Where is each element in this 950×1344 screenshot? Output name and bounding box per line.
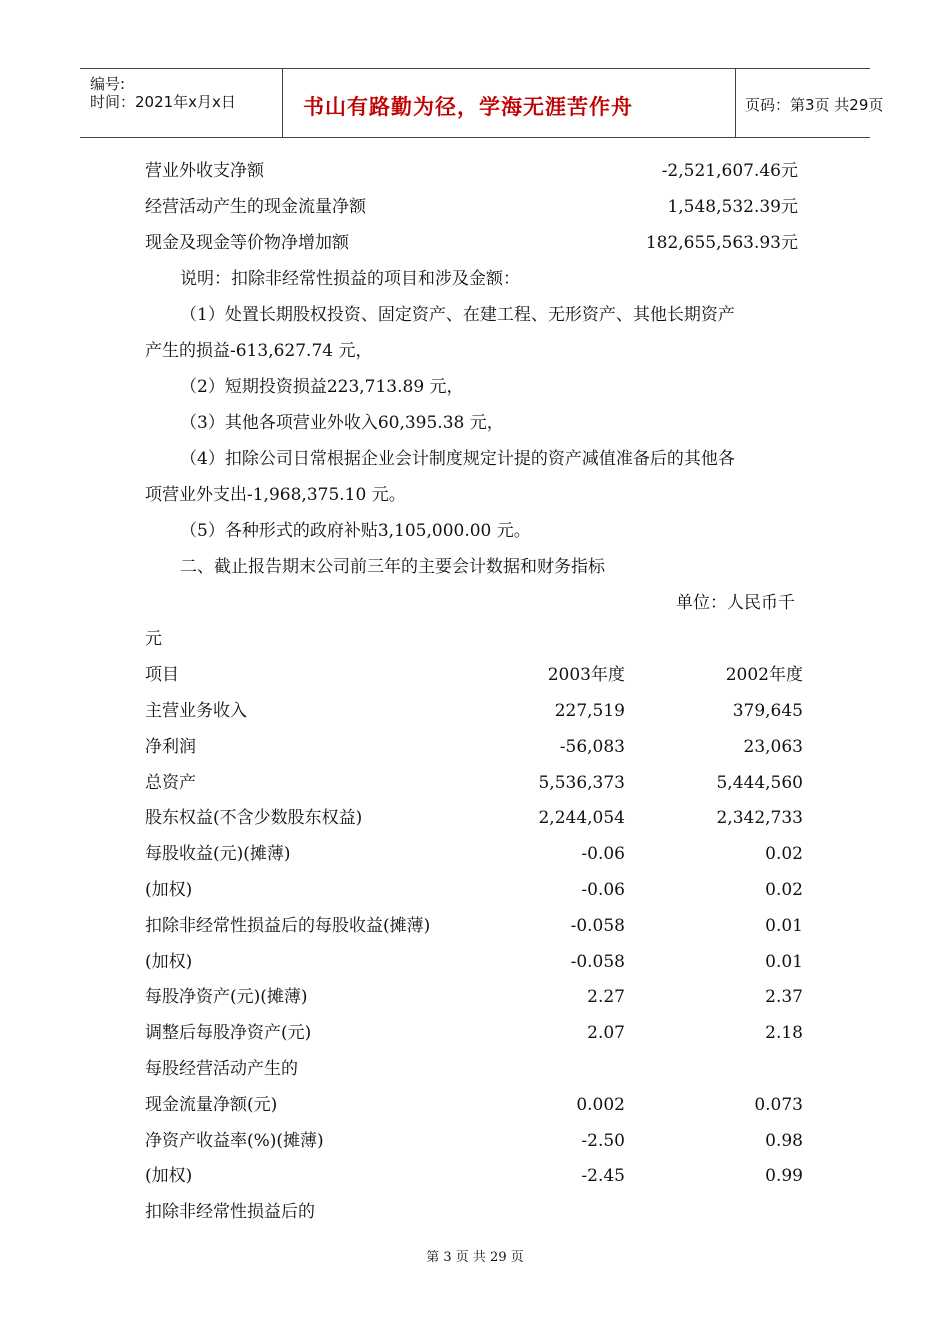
table-row-label: 每股净资产(元)(摊薄) xyxy=(145,987,308,1007)
note-item-4-line2: 项营业外支出-1,968,375.10 元。 xyxy=(145,485,406,505)
table-row-label: 股东权益(不含少数股东权益) xyxy=(145,808,363,828)
table-row-value-2002: 2,342,733 xyxy=(716,808,803,828)
item-value-nonop: -2,521,607.46元 xyxy=(661,161,798,181)
page-indicator: 页码：第3页 共29页 xyxy=(745,96,884,114)
page-header xyxy=(80,68,884,138)
note-item-1-line1: （1）处置长期股权投资、固定资产、在建工程、无形资产、其他长期资产 xyxy=(180,305,735,325)
table-row-label: 调整后每股净资产(元) xyxy=(145,1023,312,1043)
unit-label: 单位：人民币千 xyxy=(676,593,795,613)
unit-label-wrap: 元 xyxy=(145,629,162,649)
table-row-label: 现金流量净额(元) xyxy=(145,1095,278,1115)
table-row-label: 每股经营活动产生的 xyxy=(145,1059,298,1079)
table-row-label: 净利润 xyxy=(145,737,196,757)
table-row-value-2002: 0.01 xyxy=(765,952,803,972)
table-row-label: 每股收益(元)(摊薄) xyxy=(145,844,291,864)
table-row-value-2002: 23,063 xyxy=(743,737,803,757)
notes-intro: 说明：扣除非经常性损益的项目和涉及金额： xyxy=(180,269,520,289)
item-label-cashinc: 现金及现金等价物净增加额 xyxy=(145,233,349,253)
table-header-2002: 2002年度 xyxy=(725,665,803,685)
table-row-value-2002: 0.98 xyxy=(765,1131,803,1151)
table-header-item: 项目 xyxy=(145,665,179,685)
page-footer: 第 3 页 共 29 页 xyxy=(426,1250,524,1265)
table-row-value-2002: 0.02 xyxy=(765,880,803,900)
table-row-value-2002: 0.02 xyxy=(765,844,803,864)
table-header-2003: 2003年度 xyxy=(547,665,625,685)
table-row-value-2003: 2.27 xyxy=(587,987,625,1007)
table-row-label: (加权) xyxy=(145,952,193,972)
table-row-value-2002: 2.37 xyxy=(765,987,803,1007)
item-value-opcash: 1,548,532.39元 xyxy=(667,197,798,217)
table-row-value-2003: -0.06 xyxy=(581,880,625,900)
table-row-label: 主营业务收入 xyxy=(145,701,247,721)
motto-text: 书山有路勤为径，学海无涯苦作舟 xyxy=(303,95,633,119)
note-item-2: （2）短期投资损益223,713.89 元， xyxy=(180,377,464,397)
header-info-cell xyxy=(80,69,282,137)
table-row-label: 扣除非经常性损益后的 xyxy=(145,1202,315,1222)
table-row-value-2003: -2.50 xyxy=(581,1131,625,1151)
table-row-label: (加权) xyxy=(145,880,193,900)
table-row-value-2003: 2.07 xyxy=(587,1023,625,1043)
note-item-3: （3）其他各项营业外收入60,395.38 元， xyxy=(180,413,504,433)
item-value-cashinc: 182,655,563.93元 xyxy=(645,233,798,253)
doc-number-label: 编号: xyxy=(90,75,126,93)
table-row-value-2003: -2.45 xyxy=(581,1166,625,1186)
table-row-label: (加权) xyxy=(145,1166,193,1186)
note-item-5: （5）各种形式的政府补贴3,105,000.00 元。 xyxy=(180,521,531,541)
item-label-opcash: 经营活动产生的现金流量净额 xyxy=(145,197,366,217)
table-row-label: 净资产收益率(%)(摊薄) xyxy=(145,1131,324,1151)
section-title: 二、截止报告期末公司前三年的主要会计数据和财务指标 xyxy=(180,557,605,577)
table-row-value-2003: -0.058 xyxy=(570,952,625,972)
table-row-value-2002: 0.073 xyxy=(754,1095,803,1115)
table-row-value-2002: 5,444,560 xyxy=(716,773,803,793)
table-row-value-2003: 2,244,054 xyxy=(538,808,625,828)
note-item-4-line1: （4）扣除公司日常根据企业会计制度规定计提的资产减值准备后的其他各 xyxy=(180,449,735,469)
table-row-value-2002: 0.01 xyxy=(765,916,803,936)
note-item-1-line2: 产生的损益-613,627.74 元， xyxy=(145,341,373,361)
table-row-value-2002: 2.18 xyxy=(765,1023,803,1043)
table-row-label: 总资产 xyxy=(145,773,196,793)
table-row-value-2003: 0.002 xyxy=(576,1095,625,1115)
table-row-value-2003: 5,536,373 xyxy=(538,773,625,793)
header-motto-cell xyxy=(282,69,736,137)
table-row-value-2003: -56,083 xyxy=(559,737,625,757)
table-row-value-2003: -0.06 xyxy=(581,844,625,864)
table-row-value-2003: -0.058 xyxy=(570,916,625,936)
table-row-label: 扣除非经常性损益后的每股收益(摊薄) xyxy=(145,916,431,936)
table-row-value-2002: 0.99 xyxy=(765,1166,803,1186)
table-row-value-2003: 227,519 xyxy=(554,701,625,721)
doc-date-label: 时间：2021年x月x日 xyxy=(90,93,236,111)
header-page-cell xyxy=(735,69,884,137)
table-row-value-2002: 379,645 xyxy=(732,701,803,721)
item-label-nonop: 营业外收支净额 xyxy=(145,161,264,181)
